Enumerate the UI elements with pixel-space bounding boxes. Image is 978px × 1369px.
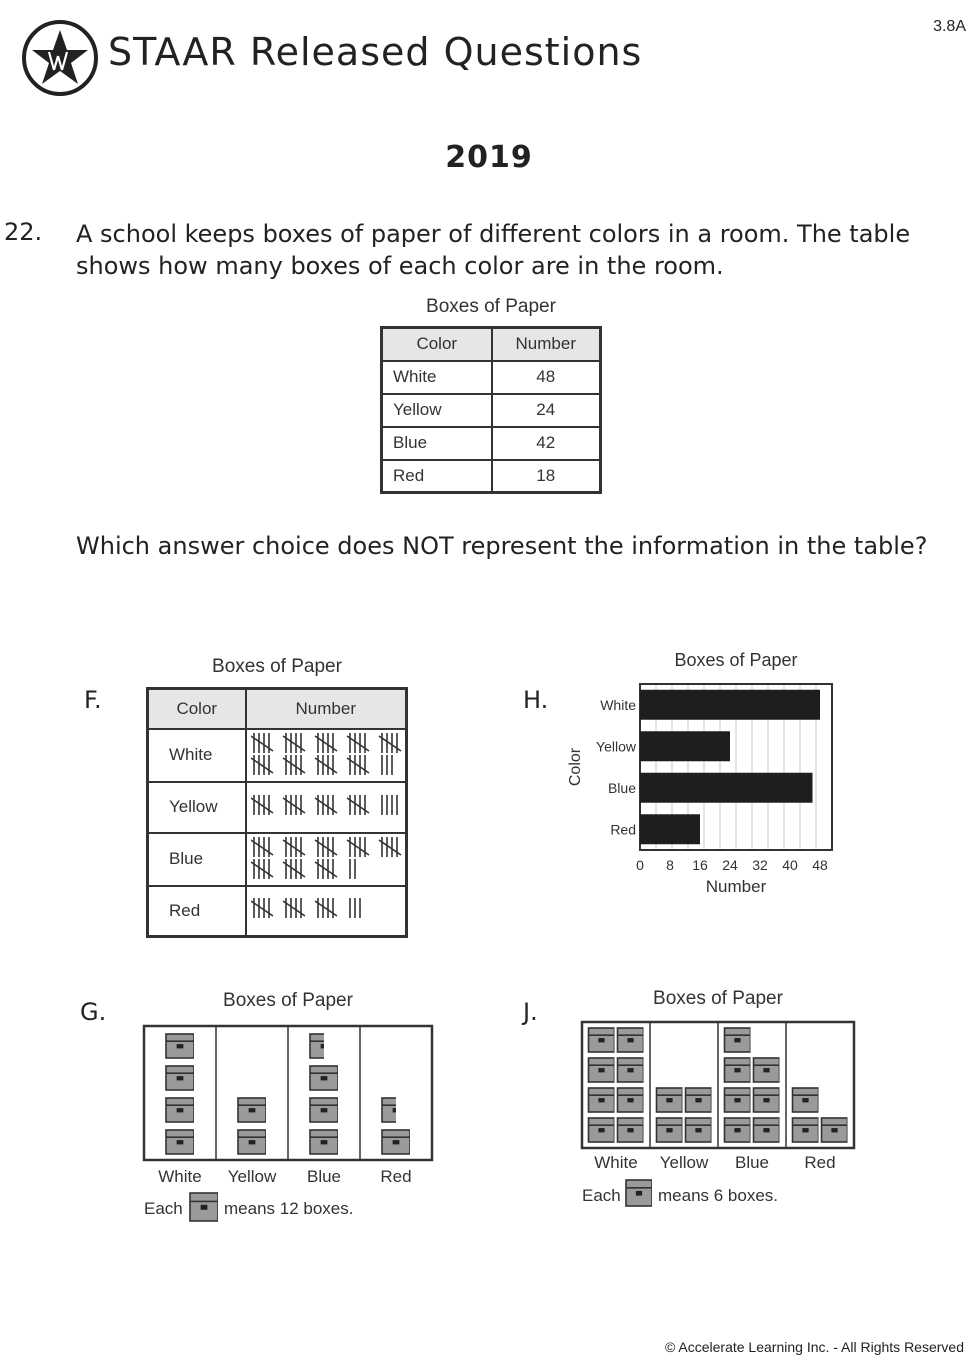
header-number: Number — [492, 328, 601, 361]
box-icon — [754, 1088, 780, 1112]
tally-cell — [246, 782, 407, 833]
box-icon — [754, 1118, 780, 1142]
option-f-title: Boxes of Paper — [212, 656, 342, 677]
year-heading: 2019 — [445, 140, 533, 175]
standard-code: 3.8A — [933, 18, 966, 35]
chart-title: Boxes of Paper — [653, 988, 783, 1009]
tally-cell — [246, 886, 407, 937]
tally-marks — [251, 895, 405, 921]
bar — [640, 814, 700, 844]
tally-marks — [251, 792, 405, 818]
tally-group — [315, 795, 337, 815]
box-icon — [589, 1028, 615, 1052]
bar — [640, 731, 730, 761]
tally-group — [350, 898, 360, 918]
header-color: Color — [148, 689, 246, 729]
box-icon — [657, 1118, 683, 1142]
cell-number: 18 — [492, 460, 601, 493]
category-label: White — [158, 1167, 202, 1186]
bar — [640, 773, 813, 803]
tally-group — [283, 837, 305, 857]
box-icon — [626, 1180, 652, 1206]
box-icon — [190, 1193, 218, 1221]
x-tick-label: 32 — [752, 857, 768, 873]
tally-group — [251, 859, 273, 879]
tally-marks — [251, 730, 405, 776]
tally-group — [347, 755, 369, 775]
bar — [640, 690, 820, 720]
option-h-label[interactable]: H. — [523, 686, 549, 714]
chart-title: Boxes of Paper — [674, 650, 798, 670]
cell-color: White — [382, 361, 492, 394]
x-tick-label: 40 — [782, 857, 798, 873]
main-data-table — [380, 326, 602, 494]
box-icon — [618, 1088, 644, 1112]
question-prompt: Which answer choice does NOT represent the information in the table? — [76, 532, 928, 560]
key-suffix: means 6 boxes. — [658, 1186, 779, 1205]
category-label: Yellow — [659, 1153, 709, 1172]
table-row — [382, 460, 601, 493]
tally-group — [382, 795, 397, 815]
tally-cell — [246, 729, 407, 782]
tally-group — [347, 837, 369, 857]
main-table-title: Boxes of Paper — [426, 296, 556, 317]
cell-color: Blue — [382, 427, 492, 460]
tally-group — [251, 837, 273, 857]
cell-color: Red — [382, 460, 492, 493]
box-icon — [166, 1098, 194, 1122]
tally-group — [251, 733, 273, 753]
header-title: STAAR Released Questions — [108, 30, 643, 74]
chart-title: Boxes of Paper — [223, 990, 353, 1011]
box-icon — [725, 1118, 751, 1142]
header-color: Color — [382, 328, 492, 361]
tally-group — [251, 795, 273, 815]
box-icon — [686, 1088, 712, 1112]
tally-marks — [251, 834, 405, 880]
cell-color: Red — [148, 886, 246, 937]
table-row — [148, 886, 407, 937]
box-icon — [238, 1098, 266, 1122]
box-icon — [754, 1058, 780, 1082]
tally-group — [350, 859, 355, 879]
cell-color: Yellow — [382, 394, 492, 427]
category-label: Blue — [306, 1167, 342, 1186]
box-icon — [310, 1130, 338, 1154]
box-icon — [166, 1034, 194, 1058]
y-tick-label: Yellow — [596, 738, 636, 755]
category-label: Red — [380, 1167, 412, 1186]
box-icon — [822, 1118, 848, 1142]
option-g-label[interactable]: G. — [80, 998, 107, 1026]
box-icon — [166, 1130, 194, 1154]
copyright-footer: © Accelerate Learning Inc. - All Rights Reserved — [664, 1339, 964, 1355]
box-icon — [793, 1088, 819, 1112]
box-icon — [589, 1088, 615, 1112]
option-j-label[interactable]: J. — [523, 998, 538, 1026]
cell-color: Blue — [148, 833, 246, 886]
table-row — [148, 729, 407, 782]
box-icon — [618, 1118, 644, 1142]
table-row — [148, 833, 407, 886]
cell-number: 48 — [492, 361, 601, 394]
key-prefix: Each — [582, 1186, 621, 1205]
tally-cell — [246, 833, 407, 886]
cell-number: 24 — [492, 394, 601, 427]
box-icon — [725, 1058, 751, 1082]
box-icon — [589, 1118, 615, 1142]
tally-group — [283, 859, 305, 879]
table-row — [382, 394, 601, 427]
box-icon — [382, 1098, 410, 1122]
cell-number: 42 — [492, 427, 601, 460]
category-label: Yellow — [227, 1167, 277, 1186]
cell-color: Yellow — [148, 782, 246, 833]
tally-group — [315, 898, 337, 918]
box-icon — [310, 1098, 338, 1122]
y-tick-label: Blue — [607, 779, 636, 796]
category-label: White — [594, 1153, 638, 1172]
y-axis-label: Color — [567, 747, 584, 787]
box-icon — [725, 1088, 751, 1112]
box-icon — [166, 1066, 194, 1090]
tally-group — [315, 859, 337, 879]
x-tick-label: 0 — [636, 857, 644, 873]
tally-group — [283, 755, 305, 775]
option-h-bar-chart — [560, 646, 850, 908]
tally-group — [379, 837, 401, 857]
tally-group — [315, 755, 337, 775]
box-icon — [310, 1034, 338, 1058]
option-g-pictograph — [140, 986, 440, 1226]
question-text: A school keeps boxes of paper of different colors in a room. The table shows how many boxes of each color are in the room. — [76, 220, 911, 280]
option-j-pictograph — [576, 984, 866, 1214]
box-icon — [793, 1118, 819, 1142]
x-tick-label: 24 — [722, 857, 738, 873]
header-number: Number — [246, 689, 407, 729]
star-logo-icon — [20, 18, 100, 98]
key-suffix: means 12 boxes. — [224, 1199, 354, 1218]
tally-group — [315, 837, 337, 857]
tally-group — [379, 733, 401, 753]
x-tick-label: 16 — [692, 857, 708, 873]
tally-group — [347, 795, 369, 815]
tally-group — [283, 898, 305, 918]
box-icon — [618, 1058, 644, 1082]
option-f-label[interactable]: F. — [84, 686, 102, 714]
box-icon — [657, 1088, 683, 1112]
y-tick-label: Red — [610, 821, 636, 838]
x-tick-label: 8 — [666, 857, 674, 873]
x-axis-label: Number — [705, 877, 767, 896]
tally-group — [251, 755, 273, 775]
box-icon — [589, 1058, 615, 1082]
cell-color: White — [148, 729, 246, 782]
table-row — [382, 361, 601, 394]
option-f-tally-table — [146, 687, 408, 938]
x-tick-label: 48 — [812, 857, 828, 873]
box-icon — [310, 1066, 338, 1090]
table-header-row — [148, 689, 407, 729]
box-icon — [686, 1118, 712, 1142]
box-icon — [618, 1028, 644, 1052]
tally-group — [347, 733, 369, 753]
tally-group — [283, 795, 305, 815]
category-label: Red — [804, 1153, 836, 1172]
tally-group — [283, 733, 305, 753]
box-icon — [238, 1130, 266, 1154]
table-row — [148, 782, 407, 833]
box-icon — [725, 1028, 751, 1052]
category-label: Blue — [734, 1153, 770, 1172]
key-prefix: Each — [144, 1199, 183, 1218]
tally-group — [315, 733, 337, 753]
box-icon — [382, 1130, 410, 1154]
question-number: 22. — [4, 218, 43, 246]
table-row — [382, 427, 601, 460]
tally-group — [382, 755, 392, 775]
table-header-row — [382, 328, 601, 361]
tally-group — [251, 898, 273, 918]
y-tick-label: White — [600, 696, 636, 713]
